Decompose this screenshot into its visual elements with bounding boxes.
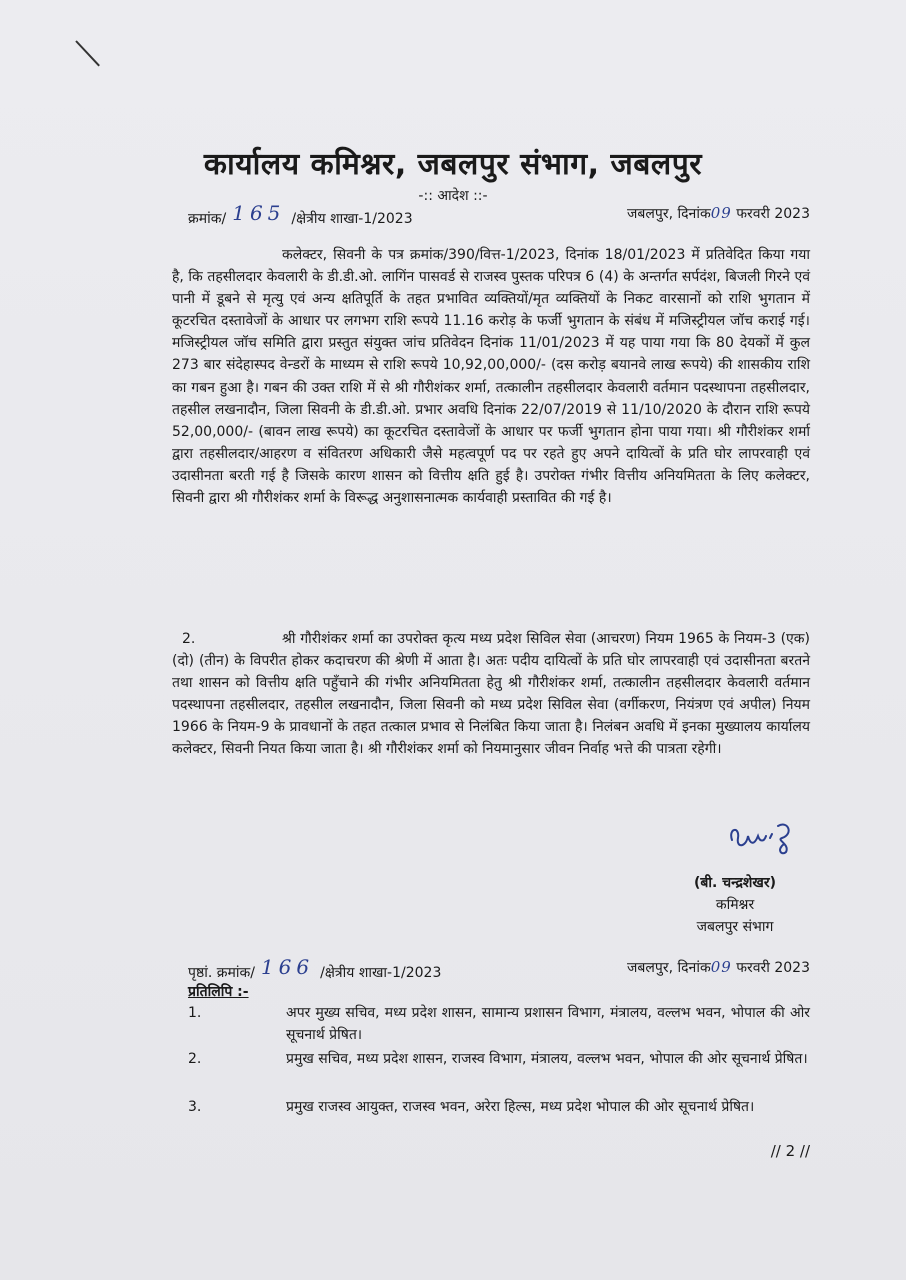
order-reference: क्रमांक/ 165 /क्षेत्रीय शाखा-1/2023 bbox=[188, 201, 413, 227]
pen-stroke-mark bbox=[75, 40, 100, 66]
endorsement-number: 166 bbox=[260, 955, 315, 979]
page-number-marker: // 2 // bbox=[770, 1142, 810, 1160]
signatory-office: जबलपुर संभाग bbox=[696, 919, 774, 935]
endorsement-reference: पृष्ठां. क्रमांक/ 166 /क्षेत्रीय शाखा-1/2023 bbox=[188, 955, 442, 981]
endorsement-date: जबलपुर, दिनांक09 फरवरी 2023 bbox=[627, 958, 810, 976]
endorsement-day: 09 bbox=[710, 958, 732, 976]
document-page: कार्यालय कमिश्नर, जबलपुर संभाग, जबलपुर -:: आदेश ::- क्रमांक/ 165 /क्षेत्रीय शाखा-1/2023 जबलपुर, दिनांक09 फरवरी 2023 कलेक्टर, सिवनी के पत्र क्रमांक/390/वित्त-1/2023, दिनांक 18/01/2023 में प्रतिवेदित किया गया है, कि तहसीलदार केवलारी के डी.डी.ओ. लागिंन पासवर्ड से राजस्व पुस्तक परिपत्र 6 (4) के अन्तर्गत सर्पदंश, बिजली गिरने एवं पानी में डूबने से मृत्यु एवं अन्य क्षतिपूर्ति के तहत प्रभावित व्यक्तियों/मृत व्यक्तियों के निकट वारसानों को राशि भुगतान में कूटरचित दस्तावेजों के आधार पर लगभग राशि रूपये 11.16 करोड़ के फर्जी भुगतान के संबंध में मजिस्ट्रीयल जॉच कराई गई। मजिस्ट्रीयल जॉच समिति द्वारा प्रस्तुत संयुक्त जांच प्रतिवेदन दिनांक 11/01/2023 में यह पाया गया कि 80 देयकों में कुल 273 बार संदेहास्पद वेन्डरों के माध्यम से राशि रूपये 10,92,00,000/- (दस करोड़ बयानवे लाख रूपये) की शासकीय राशि का गबन हुआ है। गबन की उक्त राशि में से श्री गौरीशंकर शर्मा, तत्कालीन तहसीलदार केवलारी वर्तमान पदस्थापना तहसीलदार, तहसील लखनादौन, जिला सिवनी के डी.डी.ओ. प्रभार अवधि दिनांक 22/07/2019 से 11/10/2020 के दौरान राशि रूपये 52,00,000/- (बावन लाख रूपये) का कूटरचित दस्तावेजों के आधार पर फर्जी भुगतान होना पाया गया। श्री गौरीशंकर शर्मा द्वारा तहसीलदार/आहरण व संवितरण अधिकारी जैसे महत्वपूर्ण पद पर रहते हुए अपने दायित्वों के प्रति घोर लापरवाही एवं उदासीनता बरती गई है जिसके कारण शासन को वित्तीय क्षति हुई है। उपरोक्त गंभीर वित्तीय अनियमितता के लिए कलेक्टर, सिवनी द्वारा श्री गौरीशंकर शर्मा के विरूद्ध अनुशासनात्मक कार्यवाही प्रस्तावित की गई है। 2. श्री गौरीशंकर शर्मा का उपरोक्त कृत्य मध्य प्रदेश सिविल सेवा (आचरण) नियम 1965 के नियम-3 (एक) (दो) (तीन) के विपरीत होकर कदाचरण की श्रेणी में आता है। अतः पदीय दायित्वों के प्रति घोर लापरवाही एवं उदासीनता बरतने तथा शासन को वित्तीय क्षति पहुँचाने की गंभीर अनियमितता हेतु श्री गौरीशंकर शर्मा, तत्कालीन तहसीलदार केवलारी वर्तमान पदस्थापना तहसीलदार, तहसील लखनादौन, जिला सिवनी को मध्य प्रदेश सिविल सेवा (वर्गीकरण, नियंत्रण एवं अपील) नियम 1966 के नियम-9 के प्रावधानों के तहत तत्काल प्रभाव से निलंबित किया जाता है। निलंबन अवधि में इनका मुख्यालय कार्यालय कलेक्टर, सिवनी नियत किया जाता है। श्री गौरीशंकर शर्मा को नियमानुसार जीवन निर्वाह भत्ते की पात्रता रहेगी। (बी. चन्द्रशेखर) कमिश्नर जबलपुर संभाग पृष्ठां. क्रमांक/ 166 /क्षेत्रीय शाखा-1/2023 जबलपुर, दिनांक09 फरवरी 2023 प्रतिलिपि :- 1. अपर मुख्य सचिव, मध्य प्रदेश शासन, सामान्य प्रशासन विभाग, मंत्रालय, वल्लभ भवन, भोपाल की ओर सूचनार्थ प्रेषित। 2. प्रमुख सचिव, मध्य प्रदेश शासन, राजस्व विभाग, मंत्रालय, वल्लभ भवन, भोपाल की ओर सूचनार्थ प्रेषित। 3. प्रमुख राजस्व आयुक्त, राजस्व भवन, अरेरा हिल्स, मध्य प्रदेश भोपाल की ओर सूचनार्थ प्रेषित। // 2 // bbox=[0, 0, 906, 1280]
paragraph-2: 2. श्री गौरीशंकर शर्मा का उपरोक्त कृत्य मध्य प्रदेश सिविल सेवा (आचरण) नियम 1965 के नियम-3 (एक) (दो) (तीन) के विपरीत होकर कदाचरण की श्रेणी में आता है। अतः पदीय दायित्वों के प्रति घोर लापरवाही एवं उदासीनता बरतने तथा शासन को वित्तीय क्षति पहुँचाने की गंभीर अनियमितता हेतु श्री गौरीशंकर शर्मा, तत्कालीन तहसीलदार केवलारी वर्तमान पदस्थापना तहसीलदार, तहसील लखनादौन, जिला सिवनी को मध्य प्रदेश सिविल सेवा (वर्गीकरण, नियंत्रण एवं अपील) नियम 1966 के नियम-9 के प्रावधानों के तहत तत्काल प्रभाव से निलंबित किया जाता है। निलंबन अवधि में इनका मुख्यालय कार्यालय कलेक्टर, सिवनी नियत किया जाता है। श्री गौरीशंकर शर्मा को नियमानुसार जीवन निर्वाह भत्ते की पात्रता रहेगी। bbox=[172, 628, 810, 761]
order-reference-row bbox=[188, 200, 810, 226]
signatory-designation: कमिश्नर bbox=[715, 897, 755, 913]
order-date: जबलपुर, दिनांक09 फरवरी 2023 bbox=[627, 204, 810, 222]
copy-to-heading: प्रतिलिपि :- bbox=[188, 984, 249, 1000]
handwritten-signature bbox=[726, 818, 806, 858]
signatory-name: (बी. चन्द्रशेखर) bbox=[694, 875, 776, 891]
order-day: 09 bbox=[710, 204, 732, 222]
paragraph-1: कलेक्टर, सिवनी के पत्र क्रमांक/390/वित्त-1/2023, दिनांक 18/01/2023 में प्रतिवेदित किया गया है, कि तहसीलदार केवलारी के डी.डी.ओ. लागिंन पासवर्ड से राजस्व पुस्तक परिपत्र 6 (4) के अन्तर्गत सर्पदंश, बिजली गिरने एवं पानी में डूबने से मृत्यु एवं अन्य क्षतिपूर्ति के तहत प्रभावित व्यक्तियों/मृत व्यक्तियों के निकट वारसानों को राशि भुगतान में कूटरचित दस्तावेजों के आधार पर लगभग राशि रूपये 11.16 करोड़ के फर्जी भुगतान के संबंध में मजिस्ट्रीयल जॉच कराई गई। मजिस्ट्रीयल जॉच समिति द्वारा प्रस्तुत संयुक्त जांच प्रतिवेदन दिनांक 11/01/2023 में यह पाया गया कि 80 देयकों में कुल 273 बार संदेहास्पद वेन्डरों के माध्यम से राशि रूपये 10,92,00,000/- (दस करोड़ बयानवे लाख रूपये) की शासकीय राशि का गबन हुआ है। गबन की उक्त राशि में से श्री गौरीशंकर शर्मा, तत्कालीन तहसीलदार केवलारी वर्तमान पदस्थापना तहसीलदार, तहसील लखनादौन, जिला सिवनी के डी.डी.ओ. प्रभार अवधि दिनांक 22/07/2019 से 11/10/2020 के दौरान राशि रूपये 52,00,000/- (बावन लाख रूपये) का कूटरचित दस्तावेजों के आधार पर फर्जी भुगतान होना पाया गया। श्री गौरीशंकर शर्मा द्वारा तहसीलदार/आहरण व संवितरण अधिकारी जैसे महत्वपूर्ण पद पर रहते हुए अपने दायित्वों के प्रति घोर लापरवाही एवं उदासीनता बरती गई है जिसके कारण शासन को वित्तीय क्षति हुई है। उपरोक्त गंभीर वित्तीय अनियमितता के लिए कलेक्टर, सिवनी द्वारा श्री गौरीशंकर शर्मा के विरूद्ध अनुशासनात्मक कार्यवाही प्रस्तावित की गई है। bbox=[172, 247, 810, 507]
order-number: 165 bbox=[232, 201, 286, 225]
office-title: कार्यालय कमिश्नर, जबलपुर संभाग, जबलपुर bbox=[203, 147, 703, 182]
paragraph-2-number: 2. bbox=[182, 631, 196, 647]
endorsement-reference-row bbox=[188, 954, 810, 980]
signatory-block bbox=[650, 872, 820, 938]
order-heading: -:: आदेश ::- bbox=[418, 188, 488, 204]
